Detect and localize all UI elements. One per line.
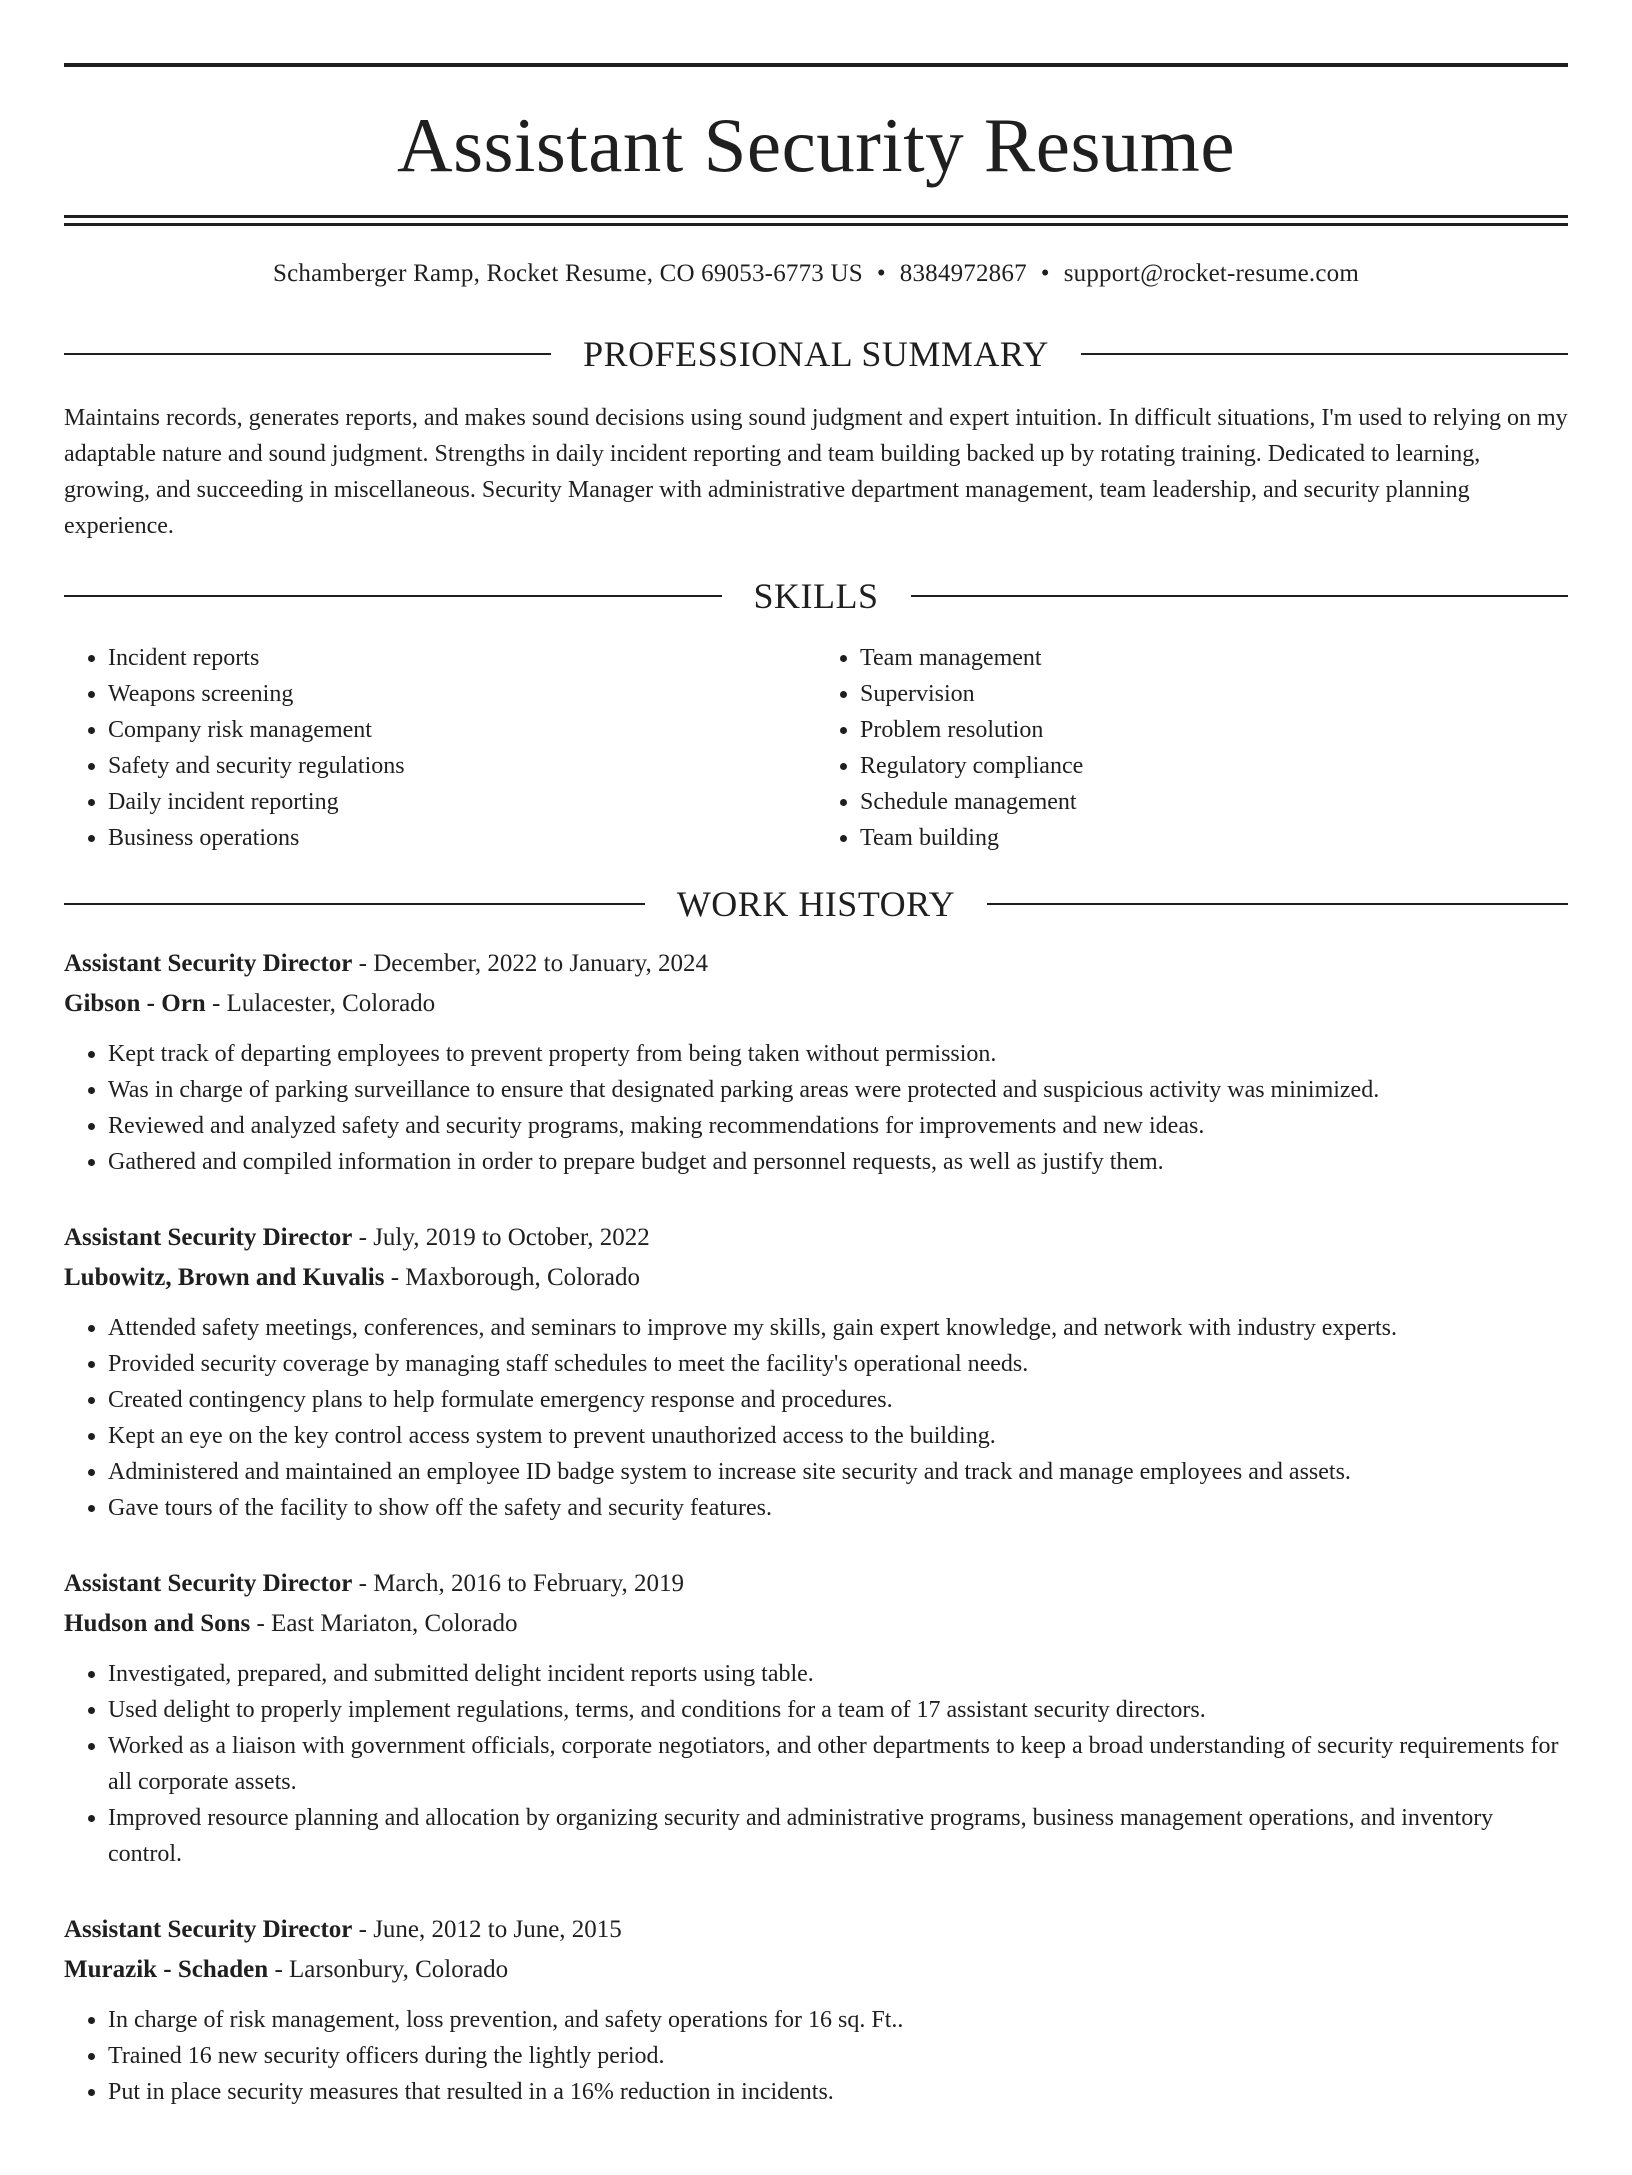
job-entry — [64, 944, 1568, 1180]
section-rule — [64, 353, 551, 355]
job-location: - East Mariaton, Colorado — [250, 1610, 518, 1637]
job-location: - Larsonbury, Colorado — [268, 1956, 509, 1983]
job-bullet: • Was in charge of parking surveillance to ensure that designated parking areas were protected and suspicious activity was minimized. — [108, 1072, 1568, 1108]
job-title-line — [64, 944, 1568, 984]
job-company: Gibson - Orn — [64, 990, 206, 1017]
section-rule — [911, 595, 1569, 597]
job-bullet: • Worked as a liaison with government officials, corporate negotiators, and other departments to keep a broad understanding of security requirements for all corporate assets. — [108, 1728, 1568, 1800]
job-dates: - July, 2019 to October, 2022 — [352, 1224, 650, 1251]
job-location: - Lulacester, Colorado — [205, 990, 436, 1017]
job-bullet: • Kept an eye on the key control access system to prevent unauthorized access to the building. — [108, 1418, 1568, 1454]
job-bullet: • Administered and maintained an employee ID badge system to increase site security and track and manage employees and assets. — [108, 1454, 1568, 1490]
job-company: Murazik - Schaden — [64, 1956, 269, 1983]
job-title-line — [64, 1564, 1568, 1604]
section-rule — [987, 903, 1568, 905]
skill-item: • Regulatory compliance — [860, 748, 1568, 784]
job-bullet-list — [64, 1656, 1568, 1872]
job-bullet: • Attended safety meetings, conferences, and seminars to improve my skills, gain expert knowledge, and network with industry experts. — [108, 1310, 1568, 1346]
job-company: Hudson and Sons — [64, 1610, 251, 1637]
summary-section-header — [64, 336, 1568, 372]
job-title: Assistant Security Director — [64, 1570, 353, 1597]
job-company-line — [64, 1950, 1568, 1990]
section-rule — [64, 903, 645, 905]
skill-item: • Team building — [860, 820, 1568, 856]
job-dates: - March, 2016 to February, 2019 — [352, 1570, 685, 1597]
job-bullet: • Provided security coverage by managing staff schedules to meet the facility's operational needs. — [108, 1346, 1568, 1382]
contact-line — [64, 260, 1568, 288]
skills-section-header — [64, 578, 1568, 614]
job-bullet-list — [64, 2002, 1568, 2110]
title-double-rule — [64, 215, 1568, 226]
job-bullet: • Put in place security measures that resulted in a 16% reduction in incidents. — [108, 2074, 1568, 2110]
job-company: Lubowitz, Brown and Kuvalis — [64, 1264, 385, 1291]
skill-item: • Company risk management — [108, 712, 816, 748]
job-bullet: • Gathered and compiled information in order to prepare budget and personnel requests, as well as justify them. — [108, 1144, 1568, 1180]
skills-list-right — [816, 640, 1568, 856]
skills-columns — [64, 640, 1568, 856]
work-history-list — [64, 944, 1568, 2110]
job-bullet: • Improved resource planning and allocation by organizing security and administrative programs, business management operations, and inventory control. — [108, 1800, 1568, 1872]
contact-address: Schamberger Ramp, Rocket Resume, CO 69053-6773 US — [272, 260, 863, 287]
job-bullet: • Used delight to properly implement regulations, terms, and conditions for a team of 17 assistant security directors. — [108, 1692, 1568, 1728]
skill-item: • Safety and security regulations — [108, 748, 816, 784]
skill-item: • Problem resolution — [860, 712, 1568, 748]
resume-page — [0, 63, 1632, 2175]
job-company-line — [64, 1258, 1568, 1298]
job-title: Assistant Security Director — [64, 1224, 353, 1251]
job-dates: - December, 2022 to January, 2024 — [352, 950, 708, 977]
job-bullet-list — [64, 1310, 1568, 1526]
contact-email: support@rocket-resume.com — [1063, 260, 1360, 287]
skill-item: • Schedule management — [860, 784, 1568, 820]
job-entry — [64, 1910, 1568, 2110]
skill-item: • Business operations — [108, 820, 816, 856]
skill-item: • Team management — [860, 640, 1568, 676]
top-rule — [64, 63, 1568, 67]
skill-item: • Weapons screening — [108, 676, 816, 712]
job-bullet: • Reviewed and analyzed safety and security programs, making recommendations for improvements and new ideas. — [108, 1108, 1568, 1144]
job-entry — [64, 1564, 1568, 1872]
job-title-line — [64, 1218, 1568, 1258]
job-company-line — [64, 984, 1568, 1024]
skill-item: • Daily incident reporting — [108, 784, 816, 820]
summary-heading: PROFESSIONAL SUMMARY — [583, 334, 1049, 374]
job-dates: - June, 2012 to June, 2015 — [352, 1916, 622, 1943]
job-bullet-list — [64, 1036, 1568, 1180]
contact-separator: • — [876, 260, 886, 287]
job-bullet: • Investigated, prepared, and submitted delight incident reports using table. — [108, 1656, 1568, 1692]
work-heading: WORK HISTORY — [676, 884, 956, 924]
contact-phone: 8384972867 — [899, 260, 1027, 287]
skill-item: • Supervision — [860, 676, 1568, 712]
resume-title: Assistant Security Resume — [396, 102, 1236, 188]
job-bullet: • In charge of risk management, loss prevention, and safety operations for 16 sq. Ft.. — [108, 2002, 1568, 2038]
job-bullet: • Gave tours of the facility to show off the safety and security features. — [108, 1490, 1568, 1526]
job-entry — [64, 1218, 1568, 1526]
job-title: Assistant Security Director — [64, 1916, 353, 1943]
job-bullet: • Trained 16 new security officers during the lightly period. — [108, 2038, 1568, 2074]
section-rule — [64, 595, 722, 597]
job-bullet: • Kept track of departing employees to prevent property from being taken without permission. — [108, 1036, 1568, 1072]
skill-item: • Incident reports — [108, 640, 816, 676]
job-title-line — [64, 1910, 1568, 1950]
job-title: Assistant Security Director — [64, 950, 353, 977]
job-bullet: • Created contingency plans to help formulate emergency response and procedures. — [108, 1382, 1568, 1418]
job-company-line — [64, 1604, 1568, 1644]
job-location: - Maxborough, Colorado — [384, 1264, 640, 1291]
section-rule — [1081, 353, 1568, 355]
skills-heading: SKILLS — [753, 576, 879, 616]
summary-text: Maintains records, generates reports, and makes sound decisions using sound judgment and expert intuition. In difficult situations, I'm used to relying on my adaptable nature and sound judgment. Strengths in daily incident reporting and team building backed up by rotating training. Dedicated to learning, growing, and succeeding in miscellaneous. Security Manager with administrative department management, team leadership, and security planning experience. — [64, 405, 1568, 539]
skills-list-left — [64, 640, 816, 856]
contact-separator: • — [1040, 260, 1050, 287]
work-section-header — [64, 886, 1568, 922]
